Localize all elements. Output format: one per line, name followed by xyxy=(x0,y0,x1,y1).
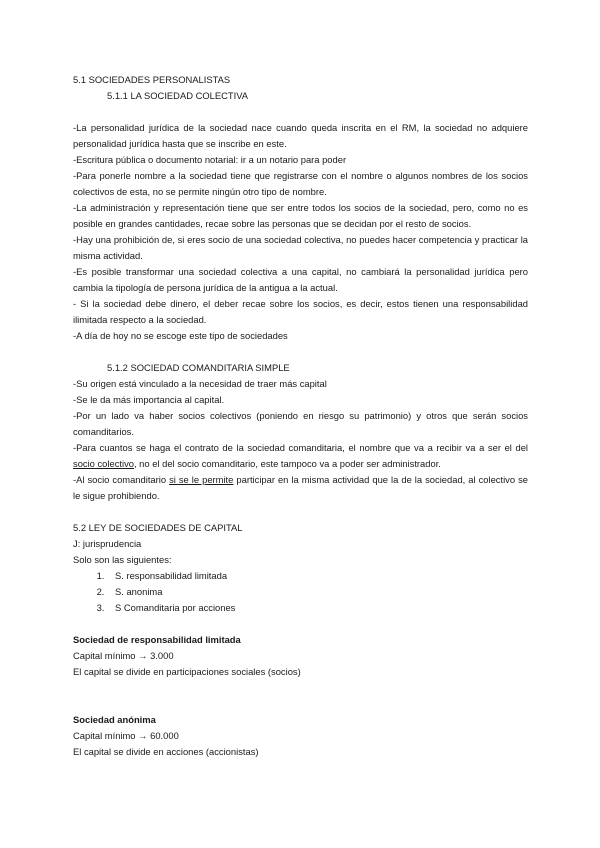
paragraph: -Para ponerle nombre a la sociedad tiene que registrarse con el nombre o algunos nombres de los socios colectivos de esta, no se permite ningún otro tipo de nombre. xyxy=(73,170,528,197)
text-line: Capital mínimo → 3.000 xyxy=(73,650,174,661)
subsection-title-sociedad-colectiva: 5.1.1 LA SOCIEDAD COLECTIVA xyxy=(107,90,249,101)
paragraph-text: , no el del socio comanditario, este tampoco va a poder ser administrador. xyxy=(133,458,441,469)
heading-sa: Sociedad anónima xyxy=(73,714,156,725)
paragraph-text: participar en la misma actividad que la de la sociedad, al colectivo se le sigue prohibiendo. xyxy=(73,474,528,501)
paragraph-text: -Para cuantos se haga el contrato de la sociedad comanditaria, el nombre que va a recibir va a ser el del xyxy=(73,442,528,453)
paragraph: -La personalidad jurídica de la sociedad nace cuando queda inscrita en el RM, la sociedad no adquiere personalidad jurídica hasta que se inscribe en este. xyxy=(73,122,528,149)
paragraph: -Hay una prohibición de, si eres socio de una sociedad colectiva, no puedes hacer competencia y practicar la misma actividad. xyxy=(73,234,528,261)
paragraph: -Su origen está vinculado a la necesidad de traer más capital xyxy=(73,378,327,389)
underlined-term: socio colectivo xyxy=(73,458,134,469)
paragraph: -Escritura pública o documento notarial: ir a un notario para poder xyxy=(73,154,347,165)
list-item: 2. S. anonima xyxy=(107,584,528,600)
list-item: 3. S Comanditaria por acciones xyxy=(107,600,528,616)
paragraph: -La administración y representación tiene que ser entre todos los socios de la sociedad, pero, como no es posible en grandes cantidades, recae sobre las personas que se decidan por el resto de socios. xyxy=(73,202,528,229)
text-line: El capital se divide en participaciones sociales (socios) xyxy=(73,666,301,677)
underlined-term: si se le permite xyxy=(169,474,234,485)
paragraph: -Por un lado va haber socios colectivos (poniendo en riesgo su patrimonio) y otros que serán socios comanditarios. xyxy=(73,410,528,437)
paragraph xyxy=(73,440,528,472)
paragraph: - Si la sociedad debe dinero, el deber recae sobre los socios, es decir, estos tienen una responsabilidad ilimitada respecto a la sociedad. xyxy=(73,298,528,325)
section-title-ley-sociedades-capital: 5.2 LEY DE SOCIEDADES DE CAPITAL xyxy=(73,522,243,533)
spacer xyxy=(73,680,528,696)
spacer xyxy=(73,616,528,632)
document-body xyxy=(73,72,528,760)
spacer xyxy=(73,344,528,360)
spacer xyxy=(73,504,528,520)
section-title-sociedades-personalistas: 5.1 SOCIEDADES PERSONALISTAS xyxy=(73,74,231,85)
list-item: 1. S. responsabilidad limitada xyxy=(107,568,528,584)
heading-srl: Sociedad de responsabilidad limitada xyxy=(73,634,241,645)
paragraph xyxy=(73,472,528,504)
text-line: Capital mínimo → 60.000 xyxy=(73,730,179,741)
spacer xyxy=(73,104,528,120)
paragraph: -Es posible transformar una sociedad colectiva a una capital, no cambiará la personalidad jurídica pero cambia la tipología de persona jurídica de la antigua a la actual. xyxy=(73,266,528,293)
text-line: J: jurisprudencia xyxy=(73,538,142,549)
paragraph: -Se le da más importancia al capital. xyxy=(73,394,225,405)
paragraph: -A día de hoy no se escoge este tipo de sociedades xyxy=(73,330,288,341)
company-types-list xyxy=(73,568,528,616)
spacer xyxy=(73,696,528,712)
text-line: El capital se divide en acciones (accionistas) xyxy=(73,746,259,757)
subsection-title-comanditaria-simple: 5.1.2 SOCIEDAD COMANDITARIA SIMPLE xyxy=(107,362,290,373)
text-line: Solo son las siguientes: xyxy=(73,554,172,565)
paragraph-text: -Al socio comanditario xyxy=(73,474,170,485)
